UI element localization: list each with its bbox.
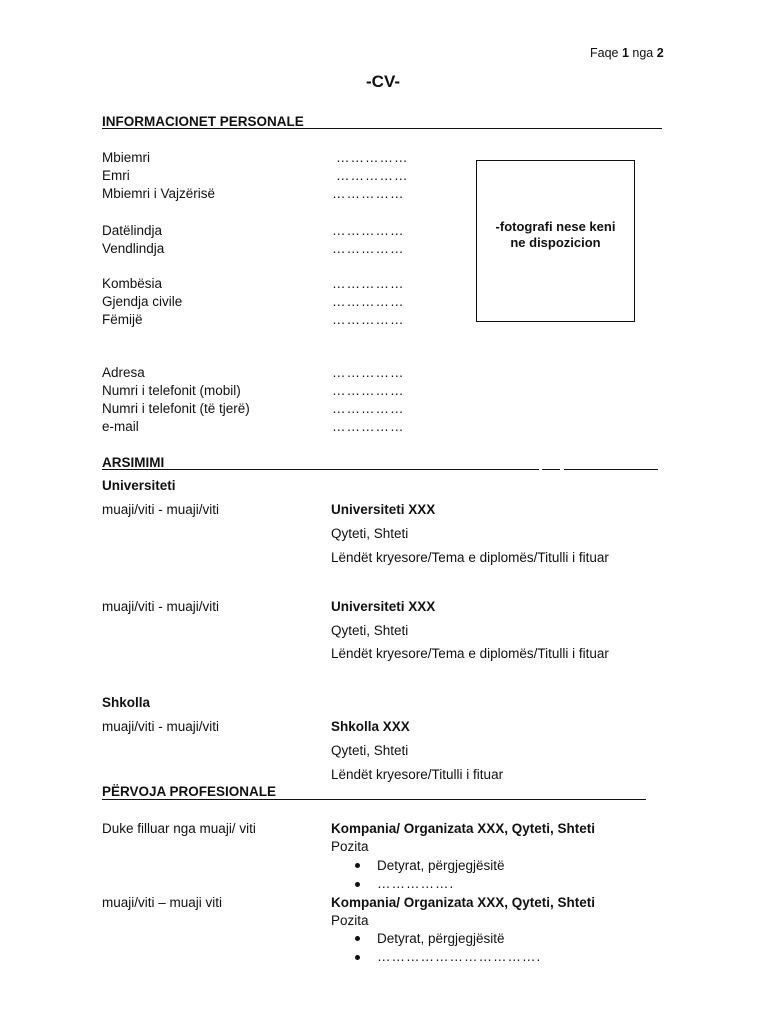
school-details: Lëndët kryesore/Titulli i fituar [331,767,504,782]
experience-rule [102,799,646,800]
field-value: …………… [332,186,405,201]
education-rule-short [542,469,560,470]
field-label: Gjendja civile [102,294,183,309]
school-name: Shkolla XXX [331,719,410,734]
experience-heading: PËRVOJA PROFESIONALE [102,784,277,799]
exp-duty: Detyrat, përgjegjësitë [377,931,505,946]
photo-placeholder [476,160,635,322]
exp-duty-more: ……………. [377,876,455,891]
field-label: Kombësia [102,276,163,291]
school-dates: muaji/viti - muaji/viti [102,719,220,734]
edu-dates: muaji/viti - muaji/viti [102,502,220,517]
edu-dates: muaji/viti - muaji/viti [102,599,220,614]
bullet-icon [355,863,360,868]
field-label: Mbiemri i Vajzërisë [102,186,216,201]
university-heading: Universiteti [102,478,176,493]
field-value: …………… [332,383,405,398]
field-value: …………… [336,168,409,183]
education-rule [102,469,539,470]
edu-details: Lëndët kryesore/Tema e diplomës/Titulli i fituar [331,550,609,565]
bullet-icon [355,936,360,941]
exp-dates: muaji/viti – muaji viti [102,895,223,910]
exp-duty-more: ……………………………. [377,949,542,964]
field-label: e-mail [102,419,139,434]
field-label: Fëmijë [102,312,143,327]
edu-place: Qyteti, Shteti [331,623,409,638]
field-value: …………… [332,241,405,256]
field-value: …………… [332,365,405,380]
photo-placeholder-text [477,219,634,251]
field-value: …………… [332,294,405,309]
school-heading: Shkolla [102,695,151,710]
field-value: …………… [332,276,405,291]
bullet-icon [355,955,360,960]
education-heading: ARSIMIMI [102,455,165,470]
field-label: Mbiemri [102,150,151,165]
school-place: Qyteti, Shteti [331,743,409,758]
edu-institution: Universiteti XXX [331,502,436,517]
page-counter-middle: nga [628,46,657,60]
page-current: 1 [621,46,629,60]
personal-info-heading: INFORMACIONET PERSONALE [102,114,304,129]
field-label: Numri i telefonit (mobil) [102,383,241,398]
exp-position: Pozita [331,913,369,928]
field-value: …………… [332,312,405,327]
field-value: …………… [332,419,405,434]
field-value: …………… [336,150,409,165]
field-value: …………… [332,223,405,238]
document-title: -CV- [366,72,400,91]
field-label: Datëlindja [102,223,163,238]
bullet-icon [355,882,360,887]
exp-duty: Detyrat, përgjegjësitë [377,858,505,873]
edu-details: Lëndët kryesore/Tema e diplomës/Titulli i fituar [331,646,609,661]
edu-place: Qyteti, Shteti [331,526,409,541]
field-label: Vendlindja [102,241,165,256]
page-counter [590,46,664,60]
page-total: 2 [656,46,664,60]
field-label: Numri i telefonit (të tjerë) [102,401,250,416]
edu-institution: Universiteti XXX [331,599,436,614]
education-rule-end [564,469,658,470]
page-counter-prefix: Faqe [590,46,622,60]
field-label: Emri [102,168,130,183]
personal-info-rule [102,128,662,129]
exp-dates: Duke filluar nga muaji/ viti [102,821,256,836]
photo-text-line2: ne dispozicion [510,235,601,250]
exp-company: Kompania/ Organizata XXX, Qyteti, Shteti [331,895,596,910]
field-label: Adresa [102,365,145,380]
field-value: …………… [332,401,405,416]
photo-text-line1: -fotografi nese keni [495,219,616,234]
exp-position: Pozita [331,839,369,854]
exp-company: Kompania/ Organizata XXX, Qyteti, Shteti [331,821,596,836]
